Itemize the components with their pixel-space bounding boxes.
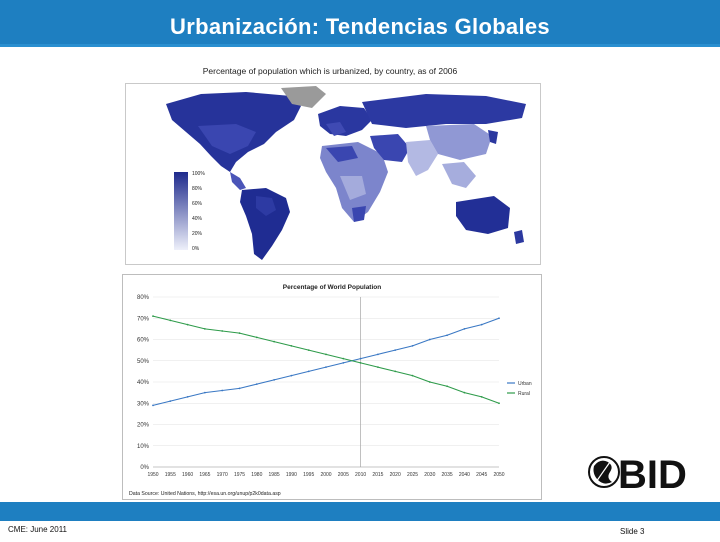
data-point [291, 345, 293, 347]
x-tick-label: 2020 [389, 472, 401, 478]
data-point [221, 330, 223, 332]
slide-number: Slide 3 [620, 527, 645, 536]
data-point [325, 366, 327, 368]
x-axis-ticks [147, 472, 504, 478]
x-tick-label: 1970 [216, 472, 228, 478]
bid-logo [588, 452, 692, 492]
data-point [464, 392, 466, 394]
x-tick-label: 2005 [337, 472, 349, 478]
map-legend-label: 20% [192, 231, 203, 237]
slide-footer [0, 519, 720, 542]
data-point [187, 324, 189, 326]
x-tick-label: 2035 [441, 472, 453, 478]
data-point [291, 375, 293, 377]
x-tick-label: 2025 [406, 472, 419, 478]
x-tick-label: 1960 [182, 472, 194, 478]
data-point [342, 362, 344, 364]
data-point [187, 396, 189, 398]
data-point [204, 392, 206, 394]
world-urbanization-map [125, 83, 541, 265]
data-point [256, 336, 258, 338]
x-tick-label: 2010 [355, 472, 367, 478]
chart-legend [507, 381, 532, 397]
data-point [377, 353, 379, 355]
world-map-graphic [126, 84, 540, 264]
data-point [394, 349, 396, 351]
data-point [429, 339, 431, 341]
data-point [152, 315, 154, 317]
x-tick-label: 2030 [424, 472, 436, 478]
chart-title: Percentage of World Population [282, 284, 382, 291]
data-point [446, 385, 448, 387]
chart-gridlines [153, 297, 499, 467]
y-tick-label: 30% [136, 401, 149, 408]
x-tick-label: 2045 [476, 472, 488, 478]
y-tick-label: 80% [136, 295, 149, 301]
x-tick-label: 1990 [285, 472, 297, 478]
y-axis-ticks [137, 295, 150, 471]
data-point [446, 334, 448, 336]
data-point [256, 383, 258, 385]
map-legend-label: 80% [192, 186, 203, 192]
data-point [464, 328, 466, 330]
data-point [169, 319, 171, 321]
map-legend-label: 100% [192, 171, 205, 177]
slide-header [0, 0, 720, 47]
y-tick-label: 60% [136, 337, 149, 344]
slide-title: Urbanización: Tendencias Globales [170, 14, 550, 39]
x-tick-label: 2040 [458, 472, 470, 478]
chart-source: Data Source: United Nations, http://esa.un.org/unup/p2k0data.asp [129, 491, 281, 497]
x-tick-label: 2015 [372, 472, 384, 478]
map-legend-bar [174, 172, 188, 250]
data-point [498, 402, 500, 404]
x-tick-label: 1965 [199, 472, 211, 478]
data-point [273, 341, 275, 343]
data-point [273, 379, 275, 381]
data-point [481, 396, 483, 398]
footer-left-text: CME: June 2011 [8, 525, 67, 534]
data-point [412, 345, 414, 347]
data-point [377, 366, 379, 368]
data-point [360, 362, 362, 364]
data-point [239, 332, 241, 334]
legend-label: Rural [518, 391, 530, 397]
data-point [204, 328, 206, 330]
data-point [394, 370, 396, 372]
y-tick-label: 50% [136, 358, 149, 365]
map-legend-label: 60% [192, 201, 203, 207]
data-point [308, 349, 310, 351]
map-legend-label: 0% [192, 246, 200, 252]
y-tick-label: 70% [136, 316, 149, 323]
bid-logo-text: BID [618, 453, 687, 492]
map-caption: Percentage of population which is urbanized, by country, as of 2006 [202, 66, 458, 76]
data-point [498, 317, 500, 319]
x-tick-label: 1985 [268, 472, 280, 478]
world-population-chart [122, 274, 542, 500]
data-point [239, 387, 241, 389]
data-point [325, 353, 327, 355]
data-point [169, 400, 171, 402]
y-tick-label: 10% [136, 443, 149, 450]
x-tick-label: 1950 [147, 472, 159, 478]
map-legend-label: 40% [192, 216, 203, 222]
bid-logo-graphic [588, 452, 692, 492]
data-point [481, 324, 483, 326]
x-tick-label: 1980 [251, 472, 263, 478]
data-point [429, 381, 431, 383]
data-point [360, 358, 362, 360]
data-point [152, 404, 154, 406]
x-tick-label: 1975 [233, 472, 246, 478]
data-point [412, 375, 414, 377]
y-tick-label: 40% [136, 380, 149, 386]
y-tick-label: 20% [136, 422, 149, 429]
x-tick-label: 1955 [164, 472, 176, 478]
data-point [221, 390, 223, 392]
x-tick-label: 2000 [320, 472, 332, 478]
x-tick-label: 1995 [303, 472, 315, 478]
line-chart [123, 275, 541, 499]
data-point [342, 358, 344, 360]
data-point [308, 370, 310, 372]
x-tick-label: 2050 [493, 472, 505, 478]
legend-label: Urban [518, 381, 532, 387]
y-tick-label: 0% [140, 465, 149, 471]
